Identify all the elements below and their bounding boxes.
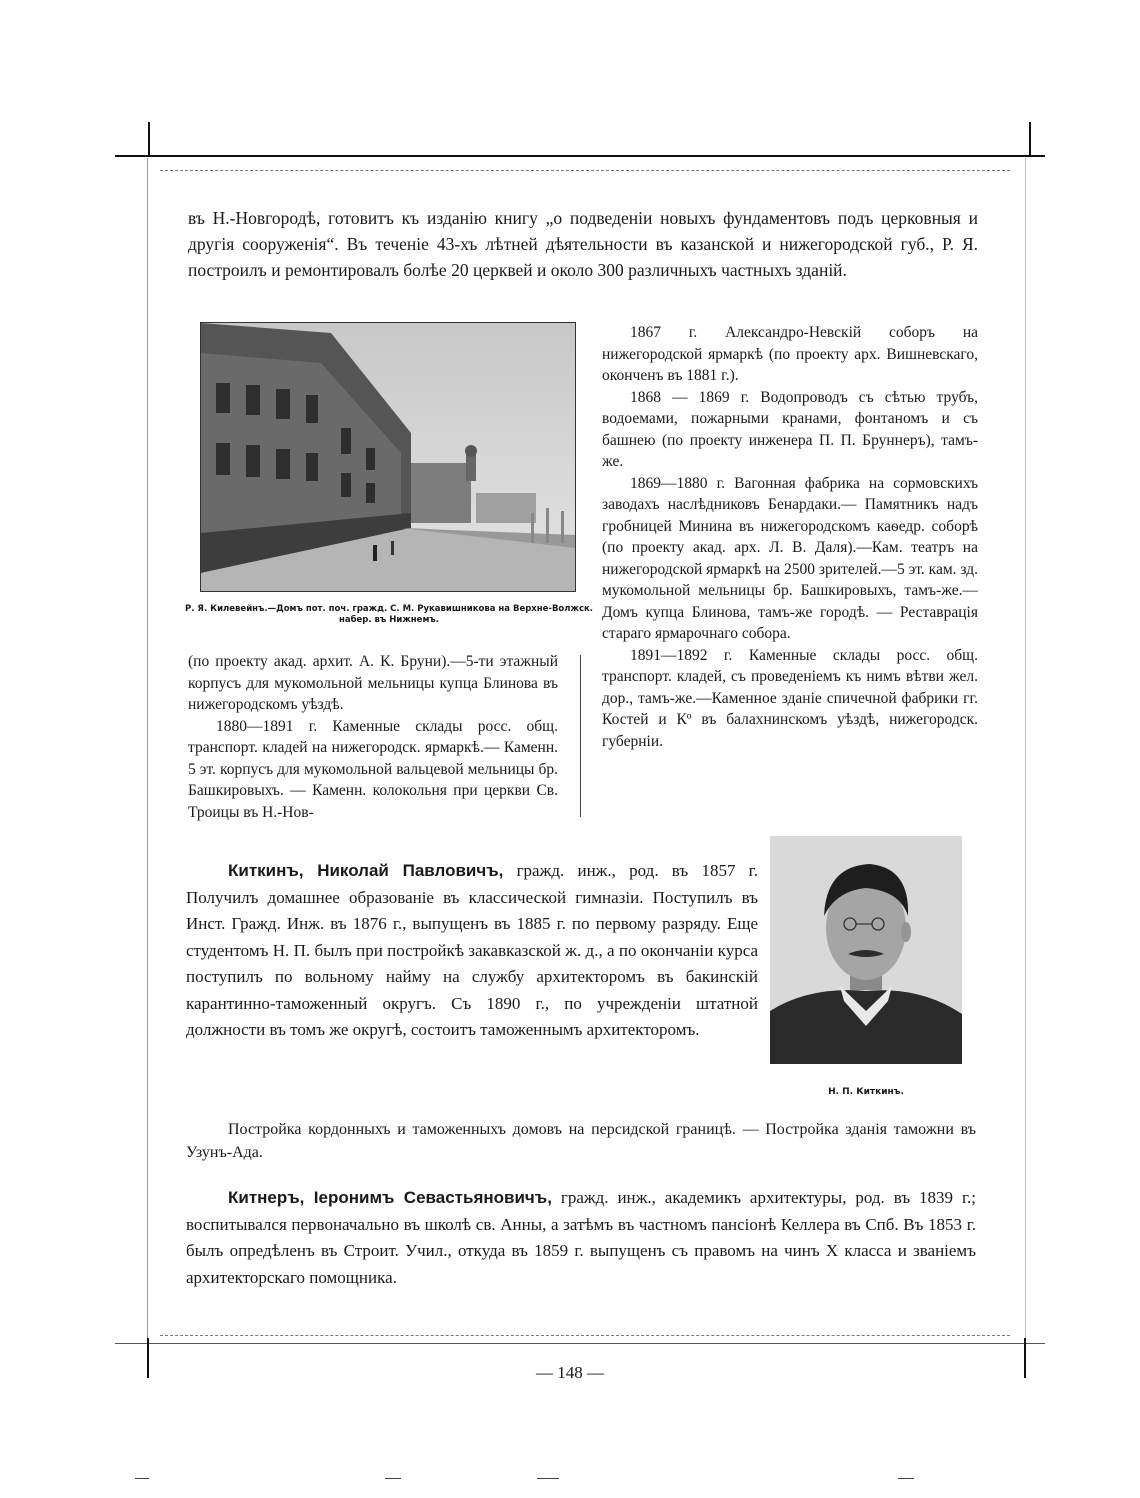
left-margin-rule	[147, 158, 148, 1338]
column-divider	[580, 655, 581, 817]
right-column-paragraph: 1869—1880 г. Вагонная фабрика на сормовскихъ заводахъ наслѣдниковъ Бенардаки.— Памятникъ надъ гробницей Минина въ нижегородскомъ каѳедр. соборѣ (по проекту акад. арх. Л. В. Даля).—Кам. театръ на нижегородской ярмаркѣ на 2500 зрителей.—5 эт. кам. зд. мукомольной мельницы бр. Башкировыхъ, тамъ-же.—Домъ купца Блинова, тамъ-же городѣ. — Реставрація стараго ярмарочнаго собора.	[602, 474, 978, 642]
top-rule	[115, 155, 1045, 157]
bottom-dashed-rule	[160, 1335, 1010, 1336]
left-column-paragraph: 1880—1891 г. Каменные склады росс. общ. транспорт. кладей на нижегородск. ярмаркѣ.— Каменн. 5 эт. корпусъ для мукомольной вальцевой мельницы бр. Башкировыхъ. — Каменн. колокольня при церкви Св. Троицы въ Н.-Нов-	[188, 717, 558, 821]
kitkin-works: Постройка кордонныхъ и таможенныхъ домовъ на персидской границѣ. — Постройка зданія таможни въ Узунъ-Ада.	[186, 1121, 976, 1161]
scan-mark	[135, 1478, 149, 1479]
building-photo-caption: Р. Я. Килевейнъ.—Домъ пот. поч. гражд. С. М. Рукавишникова на Верхне-Волжск. набер. въ Нижнемъ.	[185, 604, 593, 625]
bottom-rule	[115, 1343, 1045, 1344]
right-column-paragraph: 1891—1892 г. Каменные склады росс. общ. транспорт. кладей, съ проведеніемъ къ нимъ вѣтви жел. дор., тамъ-же.—Каменное зданіе спичечной фабрики гг. Костей и Кº въ балахнинскомъ уѣздѣ, нижегородск. губерніи.	[602, 646, 978, 750]
right-column	[602, 322, 978, 752]
right-column-paragraph: 1868 — 1869 г. Водопроводъ съ сѣтью трубъ, водоемами, пожарными кранами, фонтаномъ и съ башнею (по проекту инженера П. П. Бруннеръ), тамъ-же.	[602, 388, 978, 470]
left-vertical-rule-top	[148, 122, 150, 156]
kitkin-portrait	[770, 836, 962, 1064]
scan-mark	[537, 1478, 559, 1479]
building-photograph	[200, 322, 576, 592]
left-column-paragraph: (по проекту акад. архит. А. К. Бруни).—5-ти этажный корпусъ для мукомольной мельницы купца Блинова въ нижегородскомъ уѣздѣ.	[188, 653, 558, 713]
portrait-illustration	[770, 836, 962, 1064]
scan-mark	[898, 1478, 914, 1479]
right-column-paragraph: 1867 г. Александро-Невскій соборъ на нижегородской ярмаркѣ (по проекту арх. Вишневскаго, оконченъ въ 1881 г.).	[602, 324, 978, 384]
top-dashed-rule	[160, 170, 1010, 171]
building-illustration	[201, 323, 575, 591]
kitkin-biography-text: гражд. инж., род. въ 1857 г. Получилъ домашнее образованіе въ классической гимназіи. Поступилъ въ Инст. Гражд. Инж. въ 1876 г., выпущенъ въ 1885 г. по первому разряду. Еще студентомъ Н. П. былъ при постройкѣ закавказской ж. д., а по окончаніи курса поступилъ по вольному найму на службу архитекторомъ въ бакинскій карантинно-таможенный округъ. Съ 1890 г., по учрежденіи штатной должности въ томъ же округѣ, состоитъ таможеннымъ архитекторомъ.	[186, 861, 758, 1039]
kitner-biography-text: гражд. инж., академикъ архитектуры, род. въ 1839 г.; воспитывался первоначально въ школѣ св. Анны, а затѣмъ въ частномъ пансіонѣ Келлера въ Спб. Въ 1853 г. былъ опредѣленъ въ Строит. Учил., откуда въ 1859 г. выпущенъ съ правомъ на чинъ X класса и званіемъ архитекторскаго помощника.	[186, 1188, 976, 1287]
kitkin-portrait-caption: Н. П. Киткинъ.	[828, 1087, 904, 1097]
kitkin-biography	[186, 858, 758, 1044]
intro-paragraph: въ Н.-Новгородѣ, готовитъ къ изданію книгу „о подведеніи новыхъ фундаментовъ подъ церковныя и другія сооруженія“. Въ теченіе 43-хъ лѣтней дѣятельности въ казанской и нижегородской губ., Р. Я. построилъ и ремонтировалъ болѣе 20 церквей и около 300 различныхъ частныхъ зданій.	[188, 208, 978, 280]
kitkin-name: Киткинъ, Николай Павловичъ,	[228, 861, 504, 880]
right-margin-rule	[1025, 158, 1026, 1338]
right-vertical-rule-top	[1029, 122, 1031, 156]
kitner-name: Китнеръ, Іеронимъ Севастьяновичъ,	[228, 1188, 552, 1207]
kitner-biography	[186, 1185, 976, 1291]
scan-mark	[385, 1478, 401, 1479]
left-column	[188, 651, 558, 823]
page-number: — 148 —	[536, 1363, 604, 1382]
